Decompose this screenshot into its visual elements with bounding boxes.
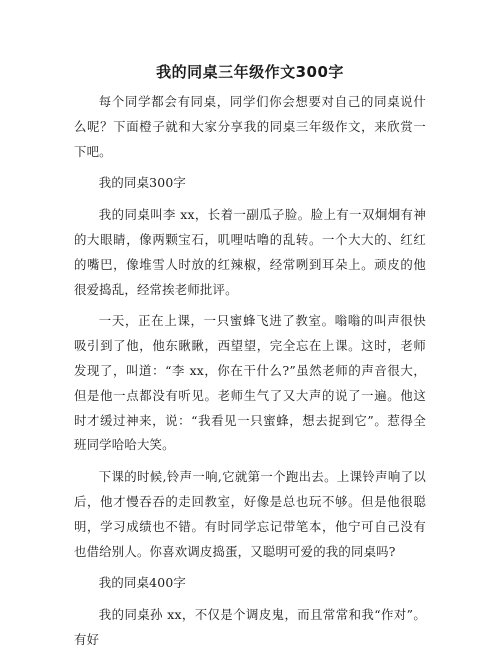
- body-paragraph-3: 下课的时候,铃声一响,它就第一个跑出去。上课铃声响了以后，他才慢吞吞的走回教室，好像是总也玩不够。但是他很聪明，学习成绩也不错。有时同学忘记带笔本，他宁可自己没有也借给别人。你喜欢调皮捣蛋，又聪明可爱的我的同桌吗?: [74, 469, 426, 559]
- body-paragraph-1: 我的同桌叫李 xx，长着一副瓜子脸。脸上有一双炯炯有神的大眼睛，像两颗宝石，叽哩咕噜的乱转。一个大大的、红红的嘴巴，像堆雪人时放的红辣椒，经常咧到耳朵上。顽皮的他很爱捣乱，经常挨老师批评。: [74, 207, 426, 297]
- section-heading-400: 我的同桌400字: [98, 575, 186, 591]
- body-paragraph-4: 我的同桌孙 xx，不仅是个调皮鬼，而且常常和我“作对”。有好: [74, 607, 426, 647]
- body-paragraph-2: 一天，正在上课，一只蜜蜂飞进了教室。嗡嗡的叫声很快吸引到了他，他东瞅瞅，西望望，完全忘在上课。这时，老师发现了，叫道：“李 xx，你在干什么?”虽然老师的声音很大，但是他一点都没有听见。老师生气了又大声的说了一遍。他这时才缓过神来，说：“我看见一只蜜蜂，想去捉到它”。惹得全班同学哈哈大笑。: [74, 313, 426, 453]
- document-title: 我的同桌三年级作文300字: [156, 63, 344, 81]
- section-heading-300: 我的同桌300字: [98, 175, 186, 191]
- intro-paragraph: 每个同学都会有同桌，同学们你会想要对自己的同桌说什么呢？下面橙子就和大家分享我的同桌三年级作文，来欣赏一下吧。: [74, 94, 426, 159]
- document-page: [74, 62, 426, 660]
